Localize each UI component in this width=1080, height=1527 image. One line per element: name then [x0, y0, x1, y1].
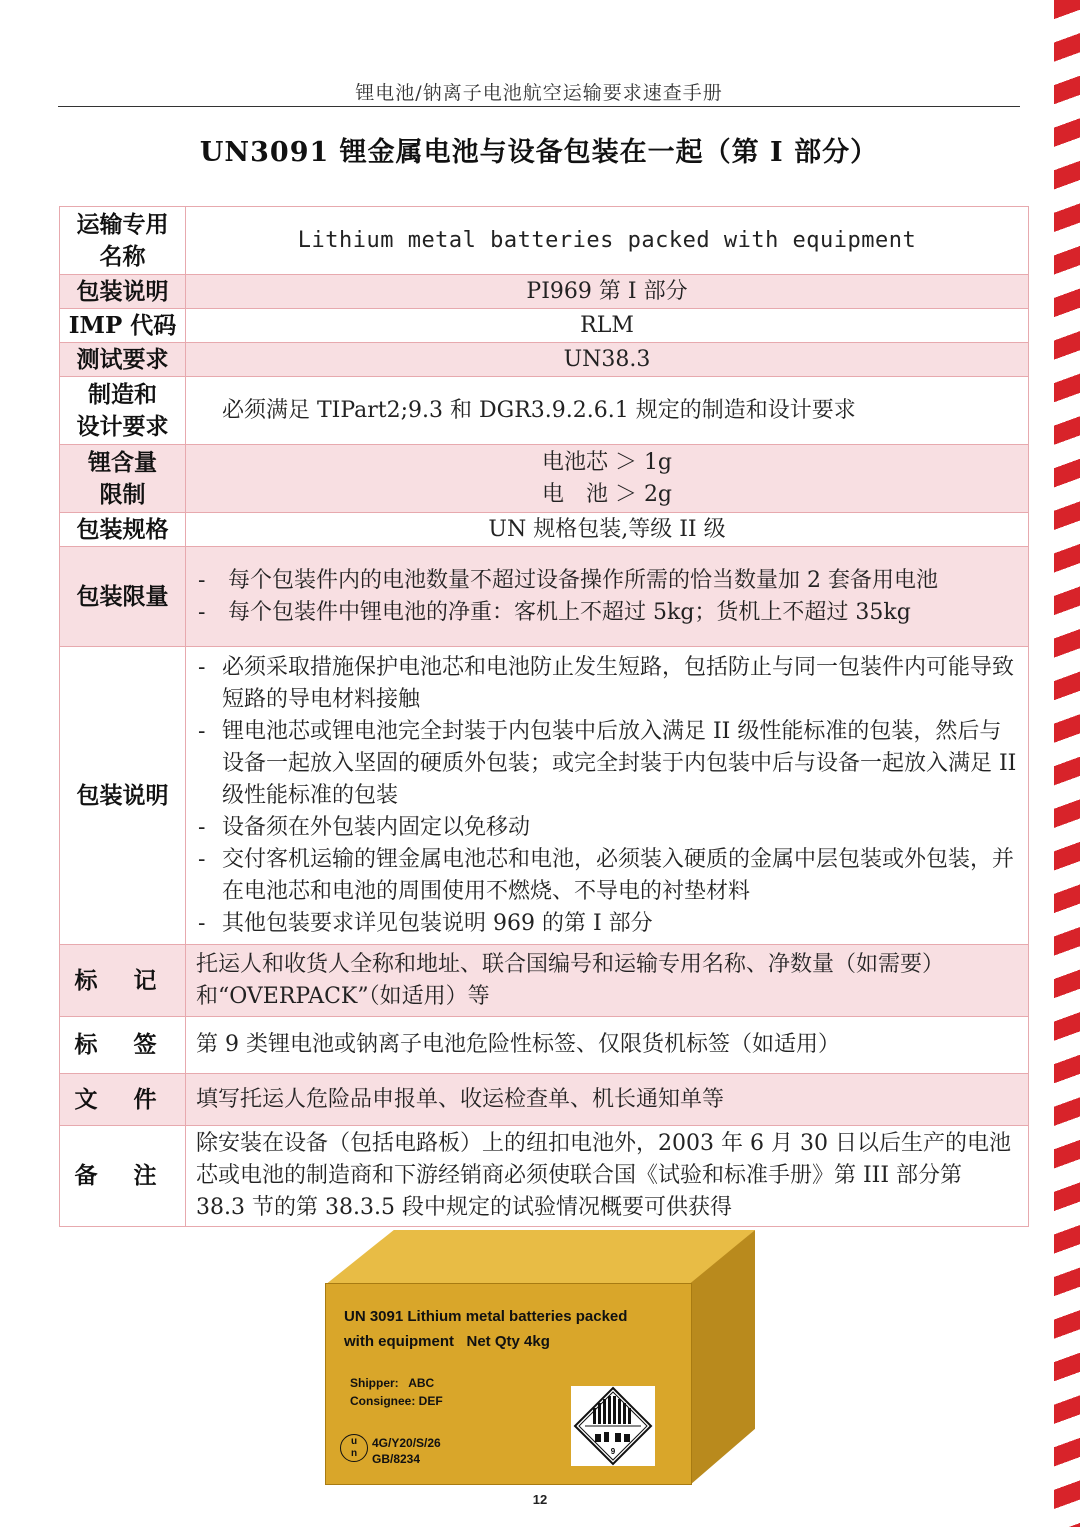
- row-label: [60, 207, 186, 275]
- row-label: 包装规格: [60, 513, 186, 547]
- table-row: [60, 343, 1029, 377]
- un-spec-code: [372, 1435, 441, 1467]
- row-label: 测试要求: [60, 343, 186, 377]
- row-label: [60, 377, 186, 445]
- quantity-limit-list: [186, 563, 1028, 631]
- packing-notes-list: [186, 650, 1028, 942]
- label-requirement: 第 9 类锂电池或钠离子电池危险性标签、仅限货机标签（如适用）: [186, 1017, 1029, 1074]
- requirements-table: [59, 206, 1029, 1227]
- class9-diamond-icon: [571, 1386, 655, 1466]
- un-packaging-symbol: u n: [340, 1434, 368, 1462]
- box-marking-line-2: with equipment Net Qty 4kg: [344, 1333, 550, 1350]
- packaging-spec: UN 规格包装,等级 II 级: [186, 513, 1029, 547]
- package-illustration: [320, 1225, 760, 1490]
- list-item: - 必须采取措施保护电池芯和电池防止发生短路，包括防止与同一包装件内可能导致短路的导电材料接触: [196, 652, 1018, 716]
- box-top-face: [325, 1230, 755, 1285]
- proper-shipping-name: Lithium metal batteries packed with equipment: [186, 207, 1029, 275]
- hazard-class-number: 9: [610, 1447, 616, 1456]
- table-row: [60, 1126, 1029, 1227]
- box-front-face: [325, 1283, 692, 1485]
- row-label: 标 记: [60, 945, 186, 1017]
- shipper-mark: Shipper: ABC: [350, 1376, 435, 1390]
- list-item: - 每个包装件内的电池数量不超过设备操作所需的恰当数量加 2 套备用电池: [196, 565, 1018, 597]
- table-row: [60, 647, 1029, 945]
- table-row: [60, 945, 1029, 1017]
- quantity-limit: [186, 547, 1029, 647]
- row-label: 文 件: [60, 1074, 186, 1126]
- list-item: - 每个包装件中锂电池的净重：客机上不超过 5kg；货机上不超过 35kg: [196, 597, 1018, 629]
- row-label-text: 运输专用 名称: [76, 210, 169, 270]
- edge-warning-stripe: [1054, 0, 1080, 1527]
- header-rule: [58, 106, 1020, 107]
- test-requirement: UN38.3: [186, 343, 1029, 377]
- cell-limit-line: 电池芯 ＞ 1g: [541, 449, 673, 475]
- list-item: - 设备须在外包装内固定以免移动: [196, 812, 1018, 844]
- consignee-mark: Consignee: DEF: [350, 1394, 443, 1408]
- row-label: [60, 445, 186, 513]
- table-row: [60, 445, 1029, 513]
- un-spec-code-line-2: GB/8234: [372, 1452, 421, 1466]
- box-marking-line-1: UN 3091 Lithium metal batteries packed: [344, 1308, 628, 1325]
- table-row: [60, 1074, 1029, 1126]
- row-label: 备 注: [60, 1126, 186, 1227]
- list-item: - 锂电池芯或锂电池完全封装于内包装中后放入满足 II 级性能标准的包装，然后与设备一起放入坚固的硬质外包装；或完全封装于内包装中后与设备一起放入满足 II 级性能标准的包装: [196, 716, 1018, 812]
- table-row: [60, 309, 1029, 343]
- battery-limit-line: 电 池 ＞ 2g: [541, 481, 673, 507]
- list-item: - 其他包装要求详见包装说明 969 的第 I 部分: [196, 908, 1018, 940]
- row-label: 包装限量: [60, 547, 186, 647]
- page-title: UN3091 锂金属电池与设备包装在一起（第 I 部分）: [199, 137, 879, 168]
- manufacture-requirement: 必须满足 TIPart2;9.3 和 DGR3.9.2.6.1 规定的制造和设计要求: [186, 377, 1029, 445]
- packing-instruction: PI969 第 I 部分: [186, 275, 1029, 309]
- table-row: [60, 547, 1029, 647]
- list-item: - 交付客机运输的锂金属电池芯和电池，必须装入硬质的金属中层包装或外包装，并在电池芯和电池的周围使用不燃烧、不导电的衬垫材料: [196, 844, 1018, 908]
- row-label: IMP 代码: [60, 309, 186, 343]
- un-spec-code-line-1: 4G/Y20/S/26: [372, 1436, 441, 1450]
- table-row: [60, 513, 1029, 547]
- table-row: [60, 1017, 1029, 1074]
- row-label: 包装说明: [60, 647, 186, 945]
- row-label-text: 锂含量 限制: [88, 448, 157, 508]
- document-requirement: 填写托运人危险品申报单、收运检查单、机长通知单等: [186, 1074, 1029, 1126]
- lithium-content-limit: [186, 445, 1029, 513]
- marking-requirement: 托运人和收货人全称和地址、联合国编号和运输专用名称、净数量（如需要）和“OVERPACK”（如适用）等: [186, 945, 1029, 1017]
- remarks: 除安装在设备（包括电路板）上的纽扣电池外，2003 年 6 月 30 日以后生产的电池芯或电池的制造商和下游经销商必须使联合国《试验和标准手册》第 III 部分第 38.3 节的第 38.3.5 段中规定的试验情况概要可供获得: [186, 1126, 1029, 1227]
- running-header: 锂电池/钠离子电池航空运输要求速查手册: [355, 82, 723, 104]
- row-label: 标 签: [60, 1017, 186, 1074]
- class9-hazard-label: [571, 1386, 655, 1466]
- table-row: [60, 275, 1029, 309]
- page-number: 12: [532, 1492, 548, 1507]
- row-label-text: 制造和 设计要求: [76, 380, 169, 440]
- imp-code: RLM: [186, 309, 1029, 343]
- table-row: [60, 377, 1029, 445]
- row-label: 包装说明: [60, 275, 186, 309]
- table-row: [60, 207, 1029, 275]
- packing-notes: [186, 647, 1029, 945]
